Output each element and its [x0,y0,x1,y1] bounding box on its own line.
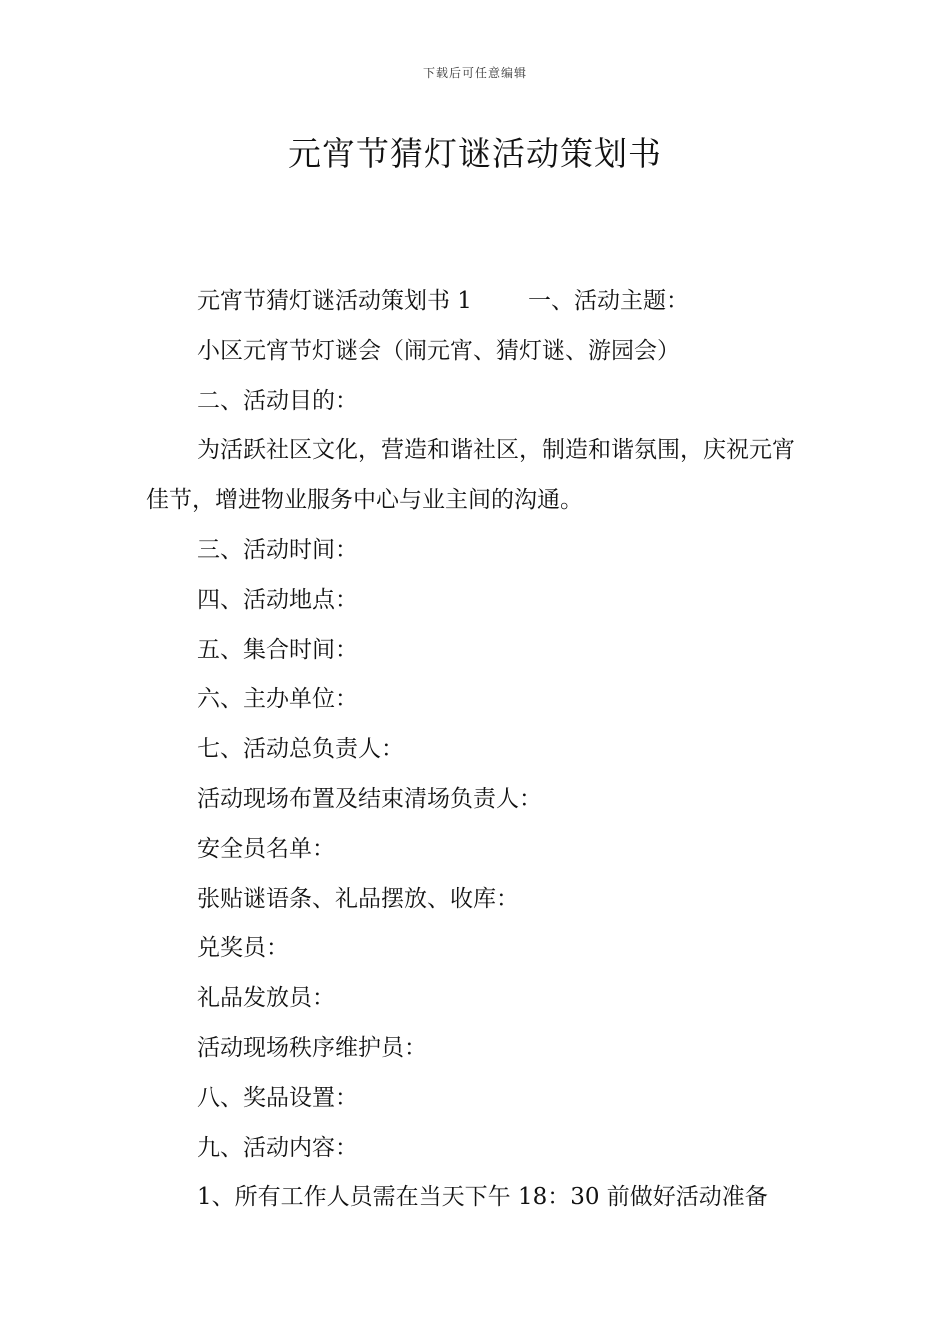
section-heading: 五、集合时间： [197,636,358,663]
paragraph: 礼品发放员： [197,985,335,1012]
paragraph: 活动现场布置及结束清场负责人： [197,785,542,812]
paragraph: 1、所有工作人员需在当天下午 18：30 前做好活动准备 [197,1184,768,1211]
doc-subtitle: 元宵节猜灯谜活动策划书 1 [197,288,472,314]
section-heading: 四、活动地点： [197,586,358,613]
paragraph: 为活跃社区文化，营造和谐社区，制造和谐氛围，庆祝元宵佳节，增进物业服务中心与业主间的沟通。 [146,437,795,514]
section-heading: 八、奖品设置： [197,1084,358,1111]
section-heading-theme: 一、活动主题： [527,288,689,314]
document-title: 元宵节猜灯谜活动策划书 [288,134,662,173]
section-heading: 三、活动时间： [197,536,358,563]
header-note: 下载后可任意编辑 [422,66,527,80]
paragraph-intro [146,277,808,327]
section-heading: 九、活动内容： [197,1134,358,1161]
paragraph: 安全员名单： [197,835,335,862]
paragraph: 小区元宵节灯谜会（闹元宵、猜灯谜、游园会） [197,337,680,364]
section-heading: 二、活动目的： [197,387,358,414]
section-heading: 七、活动总负责人： [197,736,404,763]
section-heading: 六、主办单位： [197,686,358,713]
document-body [146,277,808,1223]
paragraph: 活动现场秩序维护员： [197,1034,427,1061]
paragraph: 兑奖员： [197,935,289,962]
paragraph: 张贴谜语条、礼品摆放、收库： [197,885,519,912]
